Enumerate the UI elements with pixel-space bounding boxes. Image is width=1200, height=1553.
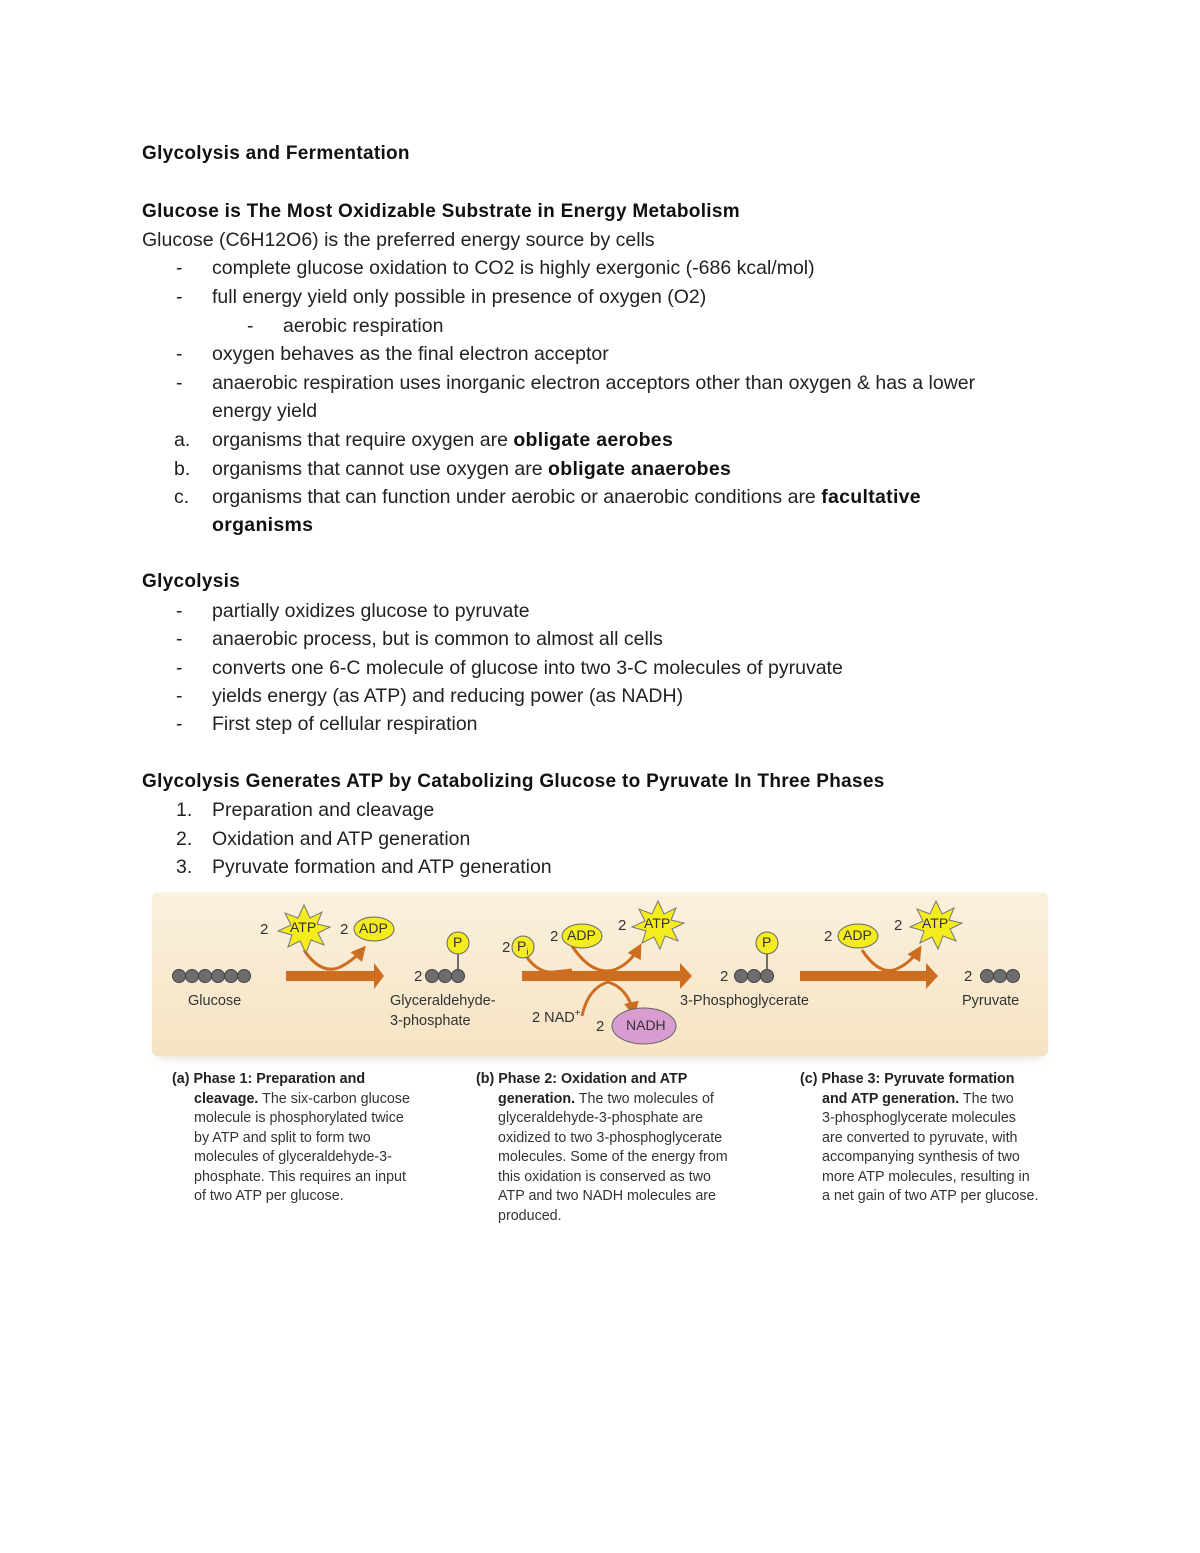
list-number: 3. bbox=[176, 856, 193, 878]
coefficient-label: 2 bbox=[340, 921, 349, 938]
list-marker: c. bbox=[174, 486, 190, 508]
phosphate-label: $P_i$ bbox=[517, 938, 529, 957]
glucose-label: Glucose bbox=[188, 993, 242, 1009]
pyruvate-molecule-icon bbox=[981, 970, 1020, 983]
nad-label: 2 NAD+ bbox=[532, 1008, 581, 1026]
list-marker: a. bbox=[174, 429, 191, 451]
coefficient-label: 2 bbox=[720, 968, 729, 985]
bold-term: facultative bbox=[821, 486, 921, 508]
bullet-dash: - bbox=[176, 600, 183, 622]
bullet-dash: - bbox=[176, 286, 183, 308]
pg3-molecule-icon bbox=[735, 954, 774, 983]
bold-term: obligate aerobes bbox=[513, 429, 674, 451]
bullet-dash: - bbox=[176, 628, 183, 650]
caption-phase-3: (c) Phase 3: Pyruvate formation and ATP generation. The two 3-phosphoglycerate molecules are converted to pyruvate, with accompanying synthesis of two more ATP molecules, resulting in a net gain of two ATP per glucose. bbox=[800, 1071, 1039, 1204]
section-heading-glycolysis: Glycolysis bbox=[142, 571, 241, 592]
list-item: Preparation and cleavage bbox=[212, 799, 435, 821]
list-item: anaerobic process, but is common to almost all cells bbox=[212, 628, 663, 650]
list-number: 2. bbox=[176, 828, 193, 850]
coefficient-label: 2 bbox=[260, 921, 269, 938]
coefficient-label: 2 bbox=[550, 928, 559, 945]
list-item: aerobic respiration bbox=[283, 315, 444, 337]
reaction-arrow-icon bbox=[286, 963, 384, 989]
bullet-dash: - bbox=[176, 657, 183, 679]
coefficient-label: 2 bbox=[894, 917, 903, 934]
glucose-molecule-icon bbox=[173, 970, 251, 983]
adp-label: ADP bbox=[567, 927, 596, 943]
list-item: anaerobic respiration uses inorganic electron acceptors other than oxygen & has a lower bbox=[212, 372, 976, 394]
list-item: Pyruvate formation and ATP generation bbox=[212, 856, 552, 878]
list-item: organisms that can function under aerobic or anaerobic conditions are facultative bbox=[212, 486, 921, 508]
atp-label: ATP bbox=[290, 919, 317, 935]
coefficient-label: 2 bbox=[414, 968, 423, 985]
list-item: converts one 6-C molecule of glucose into two 3-C molecules of pyruvate bbox=[212, 657, 843, 679]
glycolysis-figure bbox=[152, 892, 1048, 1232]
adp-label: ADP bbox=[843, 927, 872, 943]
intro-text: Glucose (C6H12O6) is the preferred energy source by cells bbox=[142, 229, 655, 251]
curved-arrow-icon bbox=[862, 948, 920, 971]
bold-term: organisms bbox=[212, 514, 314, 536]
reaction-arrow-icon bbox=[800, 963, 938, 989]
list-item: yields energy (as ATP) and reducing power (as NADH) bbox=[212, 685, 684, 707]
coefficient-label: 2 bbox=[596, 1018, 605, 1035]
list-item: organisms that require oxygen are obligate aerobes bbox=[212, 429, 674, 451]
coefficient-label: 2 bbox=[502, 939, 511, 956]
phosphate-label: P bbox=[453, 934, 463, 950]
bullet-dash: - bbox=[176, 343, 183, 365]
caption-phase-2: (b) Phase 2: Oxidation and ATP generation. The two molecules of glyceraldehyde-3-phosphate are oxidized to two 3-phosphoglycerate molecules. Some of the energy from this oxidation is conserved as two ATP and two NADH molecules are produced. bbox=[476, 1071, 728, 1224]
coefficient-label: 2 bbox=[618, 917, 627, 934]
list-item: full energy yield only possible in presence of oxygen (O2) bbox=[212, 286, 707, 308]
g3p-label: 3-phosphate bbox=[390, 1013, 471, 1029]
phosphate-label: P bbox=[762, 934, 772, 950]
list-item: partially oxidizes glucose to pyruvate bbox=[212, 600, 530, 622]
section-heading-glucose: Glucose is The Most Oxidizable Substrate in Energy Metabolism bbox=[142, 201, 740, 222]
bullet-dash: - bbox=[176, 372, 183, 394]
bullet-dash: - bbox=[247, 315, 254, 337]
nadh-label: NADH bbox=[626, 1017, 666, 1033]
list-item-continuation: energy yield bbox=[212, 400, 318, 422]
coefficient-label: 2 bbox=[824, 928, 833, 945]
pyruvate-label: Pyruvate bbox=[962, 993, 1020, 1009]
caption-phase-1: (a) Phase 1: Preparation and cleavage. The six-carbon glucose molecule is phosphorylated twice by ATP and split to form two molecules of glyceraldehyde-3- phosphate. This requires an input of two ATP per glucose. bbox=[172, 1071, 410, 1204]
coefficient-label: 2 bbox=[964, 968, 973, 985]
pg3-label: 3-Phosphoglycerate bbox=[680, 993, 809, 1009]
list-item: Oxidation and ATP generation bbox=[212, 828, 471, 850]
bold-term: obligate anaerobes bbox=[548, 458, 732, 480]
page-title: Glycolysis and Fermentation bbox=[142, 143, 410, 164]
list-item: complete glucose oxidation to CO2 is highly exergonic (-686 kcal/mol) bbox=[212, 257, 815, 279]
curved-arrow-icon bbox=[572, 946, 640, 971]
curved-arrow-icon bbox=[304, 948, 364, 969]
reaction-arrow-icon bbox=[522, 963, 692, 989]
list-item-continuation bbox=[212, 514, 313, 537]
list-marker: b. bbox=[174, 458, 191, 480]
bullet-dash: - bbox=[176, 713, 183, 735]
bullet-dash: - bbox=[176, 257, 183, 279]
list-item: First step of cellular respiration bbox=[212, 713, 478, 735]
atp-label: ATP bbox=[644, 915, 671, 931]
adp-label: ADP bbox=[359, 920, 388, 936]
g3p-label: Glyceraldehyde- bbox=[390, 993, 496, 1009]
g3p-molecule-icon bbox=[426, 954, 465, 983]
list-number: 1. bbox=[176, 799, 193, 821]
list-item: organisms that cannot use oxygen are obligate anaerobes bbox=[212, 458, 732, 480]
list-item: oxygen behaves as the final electron acceptor bbox=[212, 343, 609, 365]
section-heading-phases: Glycolysis Generates ATP by Catabolizing Glucose to Pyruvate In Three Phases bbox=[142, 771, 885, 792]
bullet-dash: - bbox=[176, 685, 183, 707]
atp-label: ATP bbox=[922, 915, 949, 931]
